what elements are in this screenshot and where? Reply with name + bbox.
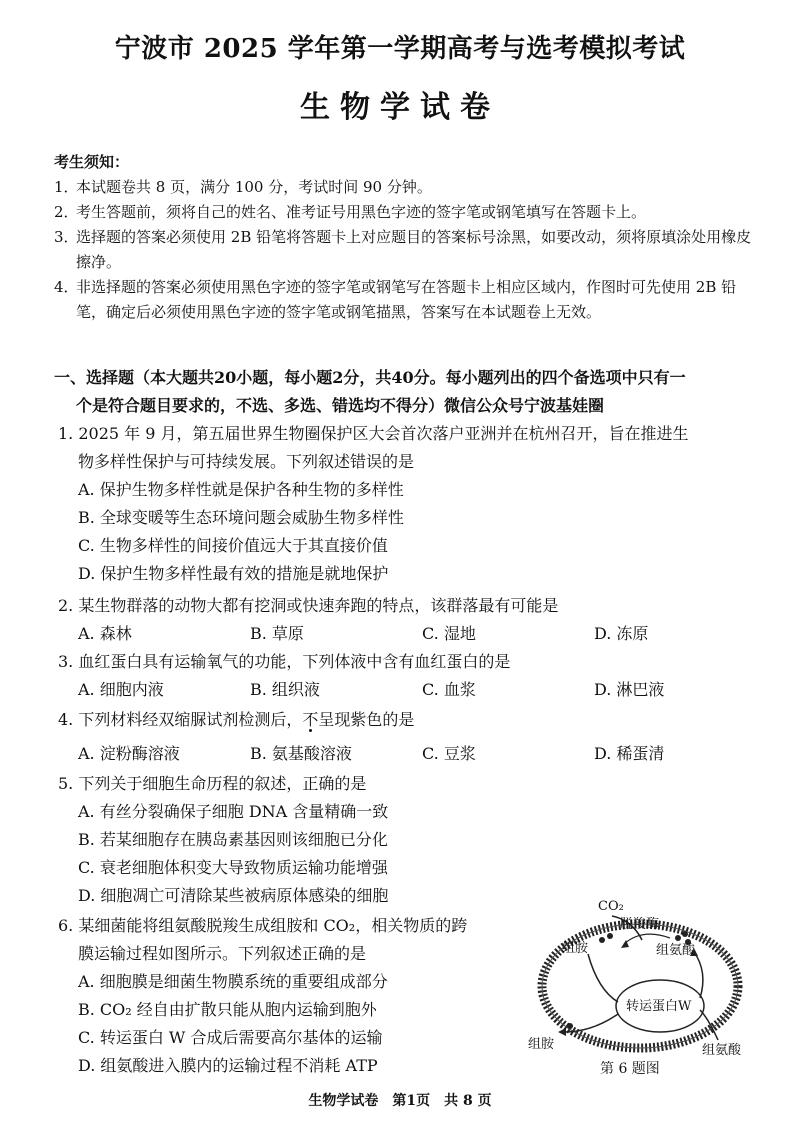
question-stem: 2. 某生物群落的动物大都有挖洞或快速奔跑的特点，该群落最有可能是: [58, 596, 559, 615]
histamine-dot: [607, 933, 613, 939]
arrowhead-icon: [558, 1028, 566, 1036]
option-a: A. 细胞膜是细菌生物膜系统的重要组成部分: [78, 972, 388, 991]
histamine-inner-label: 组胺: [562, 941, 589, 956]
notice-item-text: 选择题的答案必须使用 2B 铅笔将答题卡上对应题目的答案标号涂黑，如要改动，须将原填涂处用橡皮擦净。: [76, 228, 752, 271]
option-d: D. 组氨酸进入膜内的运输过程不消耗 ATP: [78, 1056, 378, 1075]
histamine-outer-label: 组胺: [528, 1037, 555, 1052]
question-stem: [58, 706, 758, 734]
question-stem: 1. 2025 年 9 月，第五届世界生物圈保护区大会首次落户亚洲并在杭州召开，旨在推进生: [58, 424, 689, 443]
question-4: [58, 706, 758, 768]
histidine-dot: [675, 935, 681, 941]
question-6-figure: [522, 890, 752, 1080]
notice-item: [54, 225, 754, 275]
emphasis-dotted-char: 不: [302, 710, 319, 729]
option-a: A. 有丝分裂确保子细胞 DNA 含量精确一致: [78, 802, 389, 821]
question-3: [58, 648, 758, 704]
option-b: B. 氨基酸溶液: [250, 744, 352, 763]
transporter-label: 转运蛋白W: [626, 999, 692, 1014]
option-b: B. 组织液: [250, 680, 320, 699]
exam-notice: [54, 150, 754, 325]
histamine-exit-arrow: [588, 954, 618, 1002]
option-b: B. 全球变暖等生态环境问题会威胁生物多样性: [78, 508, 404, 527]
notice-heading: 考生须知：: [54, 153, 130, 171]
exam-subtitle: 生物学试卷: [300, 90, 500, 125]
option-d: D. 保护生物多样性最有效的措施是就地保护: [78, 564, 389, 583]
page-footer: 生物学试卷 第1页 共 8 页: [308, 1093, 492, 1109]
notice-item-number: 4．: [54, 278, 79, 296]
histamine-dot: [599, 937, 605, 943]
question-stem: 3. 血红蛋白具有运输氧气的功能，下列体液中含有血红蛋白的是: [58, 652, 511, 671]
notice-item-text: 考生答题前，须将自己的姓名、准考证号用黑色字迹的签字笔或钢笔填写在答题卡上。: [76, 203, 647, 221]
exam-title: 宁波市 2025 学年第一学期高考与选考模拟考试: [114, 34, 686, 64]
question-stem-continued: 膜运输过程如图所示。下列叙述正确的是: [78, 944, 367, 963]
option-row: [58, 620, 758, 648]
notice-item: [54, 275, 754, 325]
histidine-inner-label: 组氨酸: [656, 943, 696, 958]
notice-item: [54, 175, 754, 200]
co2-label: CO₂: [598, 899, 624, 914]
histidine-outer-label: 组氨酸: [702, 1043, 742, 1058]
notice-item-number: 2．: [54, 203, 79, 221]
option-a: A. 细胞内液: [78, 680, 164, 699]
notice-item-number: 1．: [54, 178, 79, 196]
option-a: A. 淀粉酶溶液: [78, 744, 180, 763]
option-c: C. 湿地: [422, 624, 476, 643]
notice-item-text: 非选择题的答案必须使用黑色字迹的签字笔或钢笔写在答题卡上相应区域内，作图时可先使用 2B 铅笔，确定后必须使用黑色字迹的签字笔或钢笔描黑，答案写在本试题卷上无效。: [76, 278, 737, 321]
question-stem-part: 4. 下列材料经双缩脲试剂检测后，: [58, 710, 303, 729]
option-b: B. 草原: [250, 624, 304, 643]
enzyme-label: 脱羧酶: [620, 917, 660, 932]
question-6: [58, 912, 518, 1080]
option-a: A. 保护生物多样性就是保护各种生物的多样性: [78, 480, 404, 499]
question-stem: 6. 某细菌能将组氨酸脱羧生成组胺和 CO₂，相关物质的跨: [58, 916, 468, 935]
question-1: [58, 420, 758, 588]
section-heading-line-1: 一、选择题（本大题共20小题，每小题2分，共40分。每小题列出的四个备选项中只有一: [54, 368, 686, 387]
notice-item: [54, 200, 754, 225]
option-row: [58, 740, 758, 768]
histamine-out-arrow: [564, 1014, 618, 1032]
option-d: D. 稀蛋清: [594, 744, 665, 763]
question-stem-part: 呈现紫色的是: [318, 710, 415, 729]
cell-membrane-diagram: [522, 890, 752, 1060]
option-c: C. 生物多样性的间接价值远大于其直接价值: [78, 536, 388, 555]
option-c: C. 转运蛋白 W 合成后需要高尔基体的运输: [78, 1028, 383, 1047]
question-stem-continued: 物多样性保护与可持续发展。下列叙述错误的是: [78, 452, 415, 471]
option-a: A. 森林: [78, 624, 132, 643]
section-heading: [54, 364, 754, 420]
question-2: [58, 592, 758, 648]
question-5: [58, 770, 758, 910]
histamine-dot: [567, 1023, 573, 1029]
option-d: D. 细胞凋亡可清除某些被病原体感染的细胞: [78, 886, 389, 905]
section-heading-line-2: 个是符合题目要求的，不选、多选、错选均不得分）微信公众号宁波基娃圈: [76, 396, 605, 415]
option-d: D. 冻原: [594, 624, 649, 643]
question-stem: 5. 下列关于细胞生命历程的叙述，正确的是: [58, 774, 367, 793]
option-row: [58, 676, 758, 704]
option-c: C. 豆浆: [422, 744, 476, 763]
figure-caption: 第 6 题图: [600, 1061, 660, 1077]
histidine-dot: [682, 931, 688, 937]
option-c: C. 衰老细胞体积变大导致物质运输功能增强: [78, 858, 388, 877]
notice-item-number: 3．: [54, 228, 79, 246]
option-b: B. 若某细胞存在胰岛素基因则该细胞已分化: [78, 830, 388, 849]
option-c: C. 血浆: [422, 680, 476, 699]
option-b: B. CO₂ 经自由扩散只能从胞内运输到胞外: [78, 1000, 377, 1019]
option-d: D. 淋巴液: [594, 680, 665, 699]
notice-item-text: 本试题卷共 8 页，满分 100 分，考试时间 90 分钟。: [76, 178, 432, 196]
